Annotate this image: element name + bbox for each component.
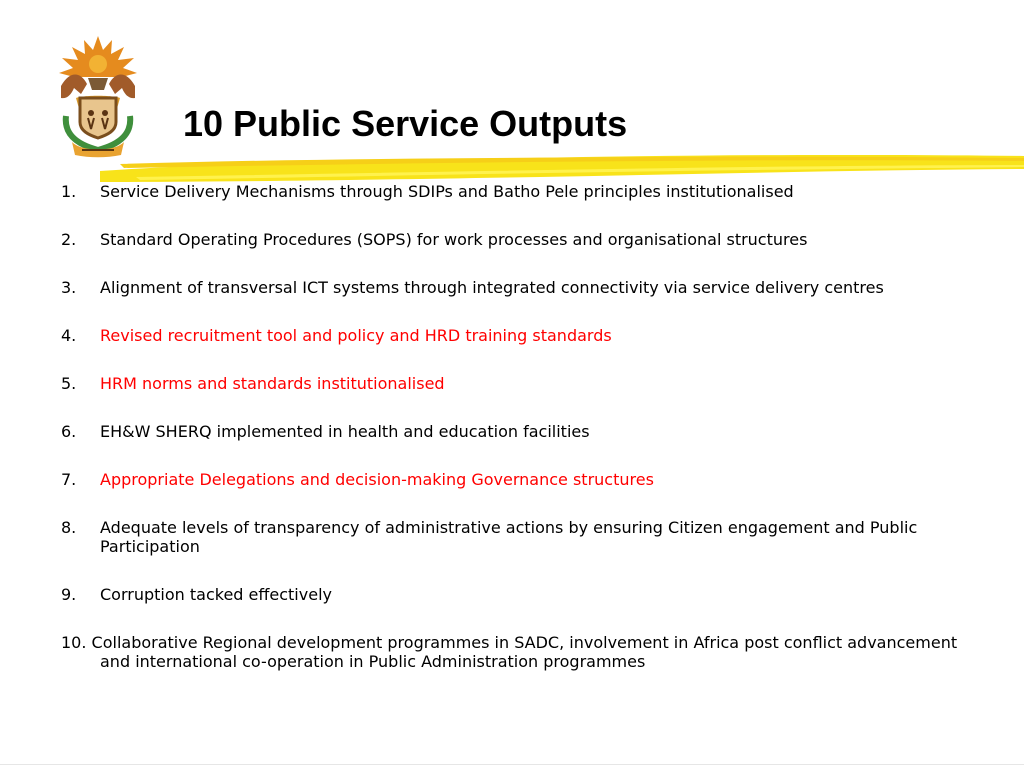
list-item [61, 470, 961, 489]
bottom-rule [0, 764, 1024, 765]
item-number: 1. [61, 182, 77, 201]
list-item [61, 422, 961, 441]
item-number: 3. [61, 278, 77, 297]
list-item [61, 633, 961, 671]
item-number: 9. [61, 585, 77, 604]
list-item [61, 230, 961, 249]
list-item [61, 585, 961, 604]
item-number: 7. [61, 470, 77, 489]
item-number: 4. [61, 326, 77, 345]
item-number: 10. [61, 633, 87, 652]
item-number: 6. [61, 422, 77, 441]
list-item [61, 326, 961, 345]
item-text: Corruption tacked effectively [100, 585, 332, 604]
item-number: 5. [61, 374, 77, 393]
item-number: 8. [61, 518, 77, 537]
item-text: HRM norms and standards institutionalised [100, 374, 445, 393]
item-text: Revised recruitment tool and policy and HRD training standards [100, 326, 612, 345]
item-text: Adequate levels of transparency of administrative actions by ensuring Citizen engagement and Public Participation [100, 518, 918, 556]
slide-title: 10 Public Service Outputs [183, 103, 628, 144]
item-text: Standard Operating Procedures (SOPS) for work processes and organisational structures [100, 230, 808, 249]
list-item [61, 278, 961, 297]
south-african-coat-of-arms-icon [50, 30, 146, 158]
list-item [61, 374, 961, 393]
list-item [61, 182, 961, 201]
item-text: Collaborative Regional development programmes in SADC, involvement in Africa post conflict advancement and international co-operation in Public Administration programmes [91, 633, 958, 671]
item-number: 2. [61, 230, 77, 249]
item-text: Alignment of transversal ICT systems through integrated connectivity via service delivery centres [100, 278, 884, 297]
item-text: Appropriate Delegations and decision-making Governance structures [100, 470, 654, 489]
public-service-outputs-list [61, 182, 961, 671]
item-text: Service Delivery Mechanisms through SDIPs and Batho Pele principles institutionalised [100, 182, 794, 201]
item-text: EH&W SHERQ implemented in health and education facilities [100, 422, 590, 441]
list-item [61, 518, 961, 556]
